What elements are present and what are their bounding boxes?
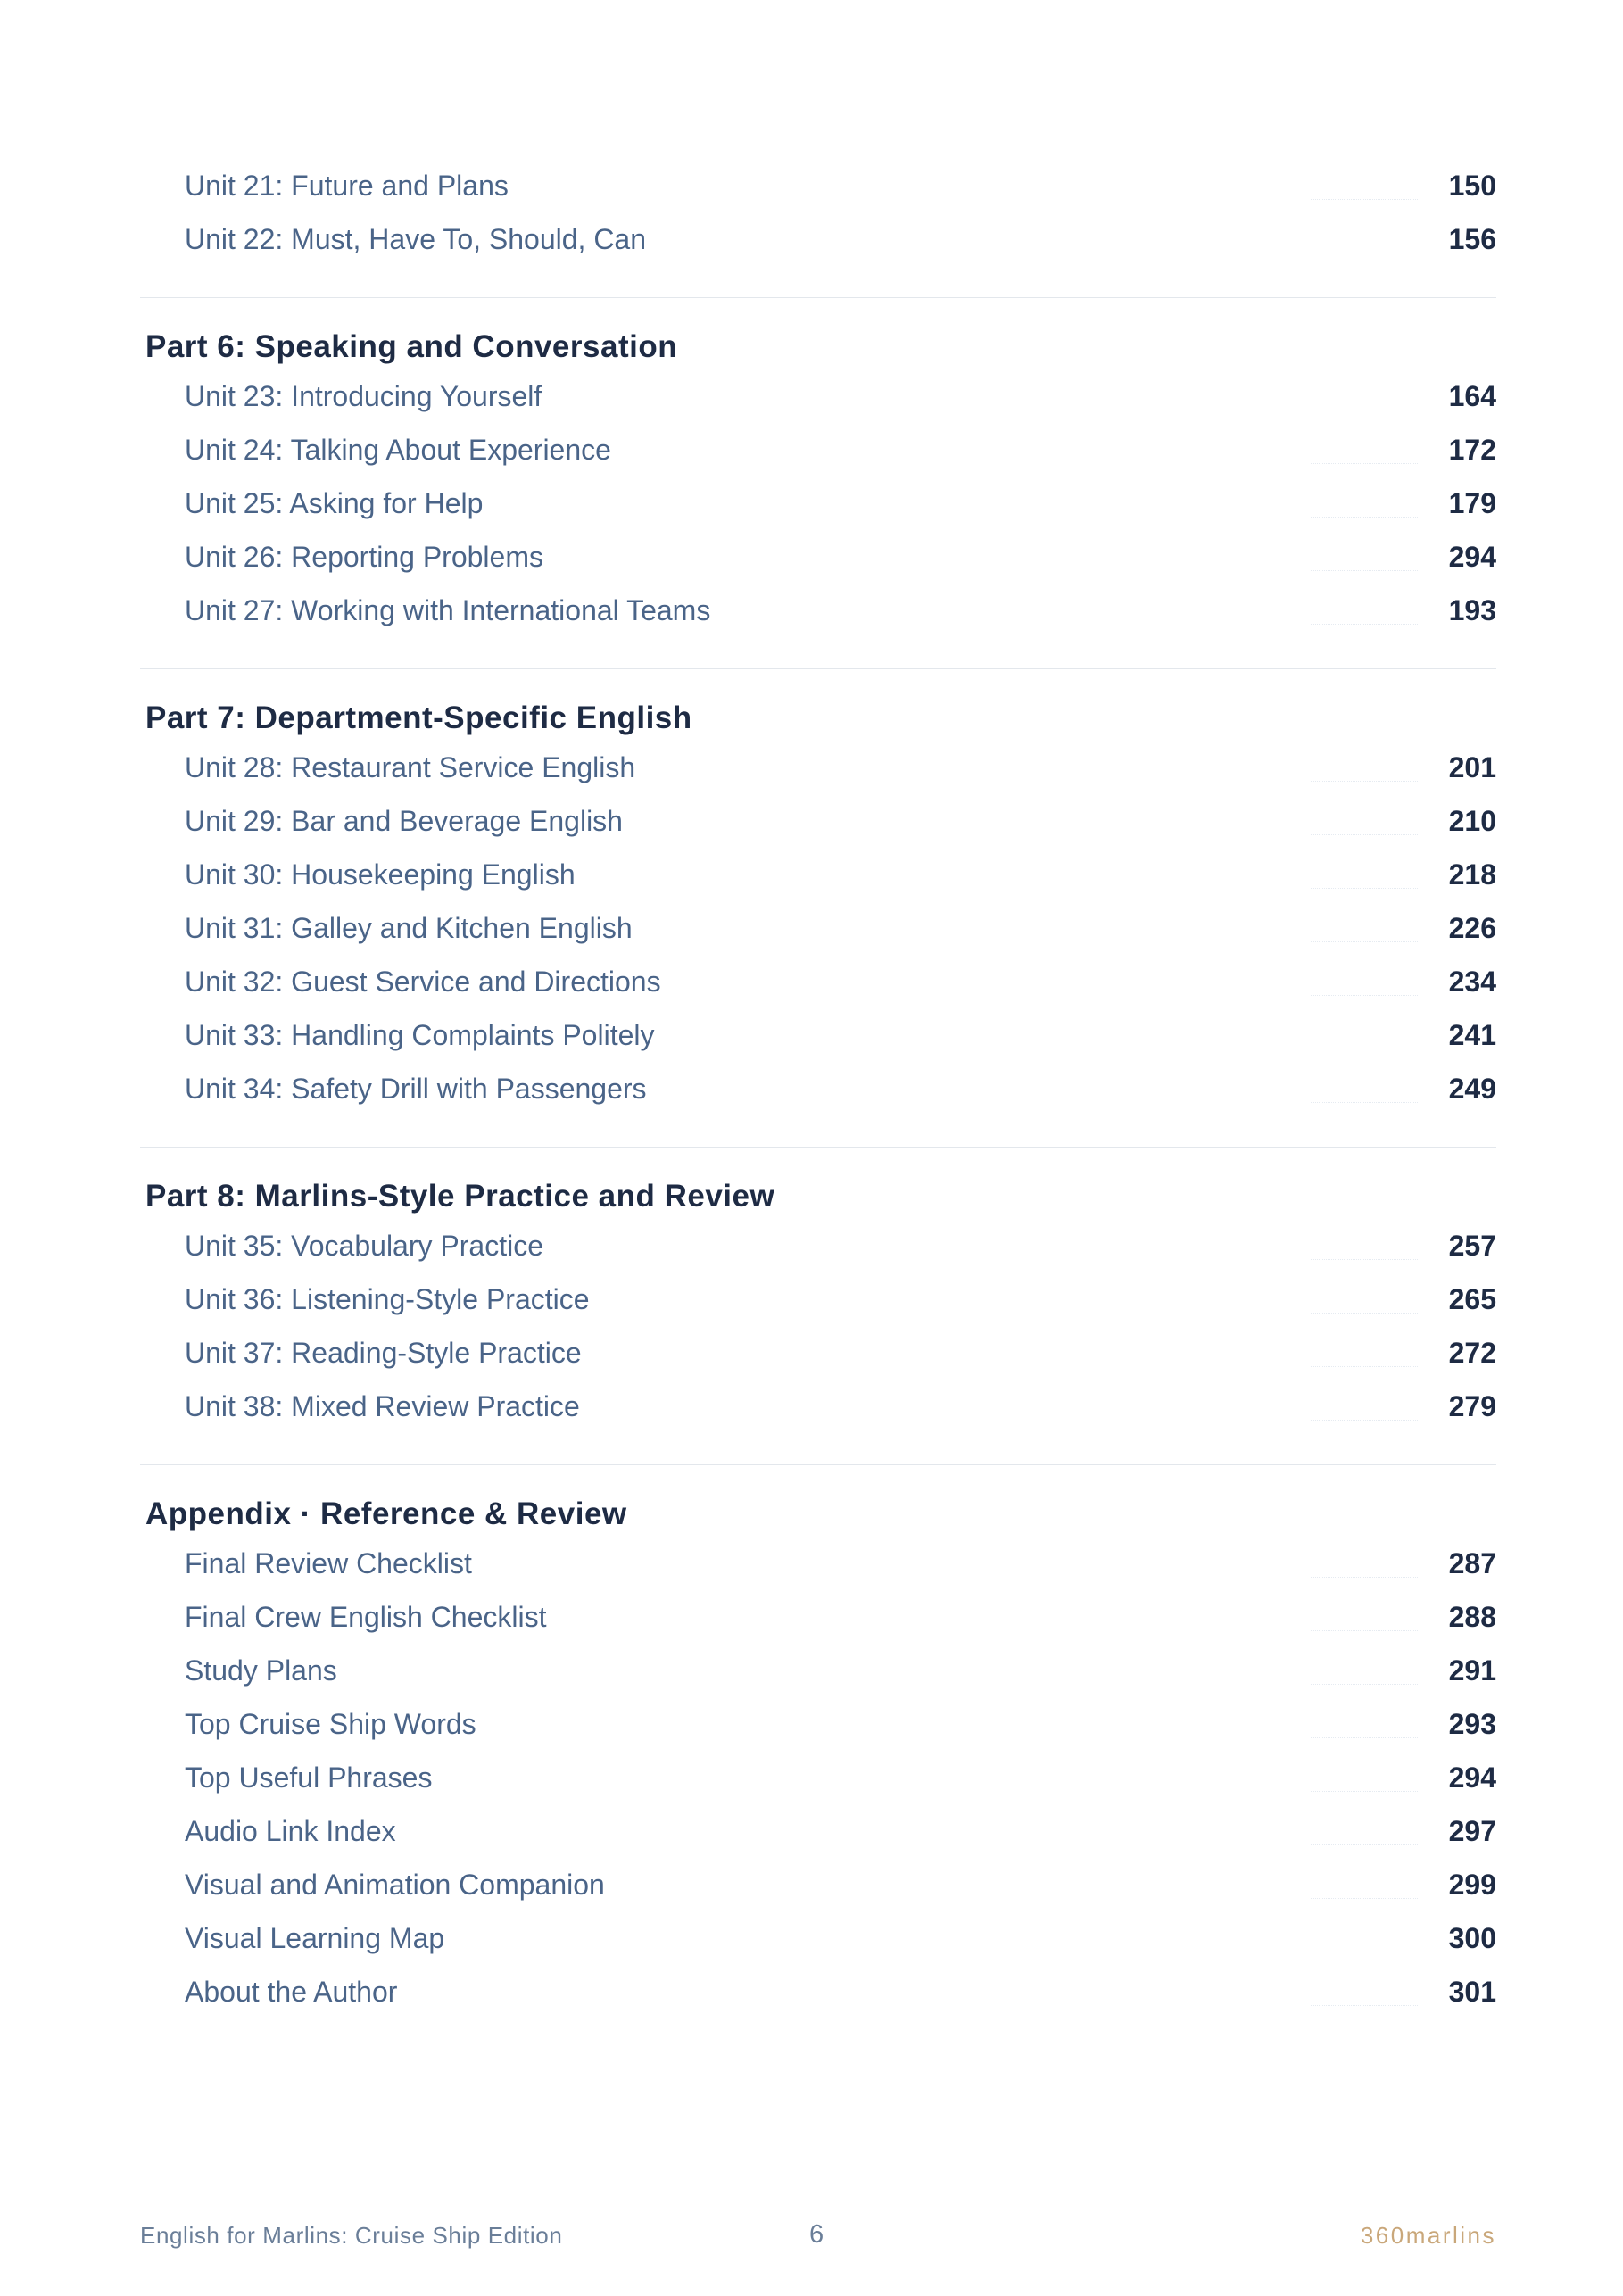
toc-entry-page-number: 156 xyxy=(1448,222,1496,255)
toc-entry-title: About the Author xyxy=(185,1975,398,2008)
toc-entry-title: Top Cruise Ship Words xyxy=(185,1707,476,1740)
toc-entry[interactable] xyxy=(140,1219,1496,1272)
toc-entry-page-number: 241 xyxy=(1448,1018,1496,1051)
toc-entry[interactable] xyxy=(140,1008,1496,1062)
section-heading[interactable]: Part 6: Speaking and Conversation xyxy=(145,329,678,364)
toc-dot-leader xyxy=(1311,995,1418,996)
toc-entry-title: Unit 22: Must, Have To, Should, Can xyxy=(185,222,647,255)
toc-entry-title: Unit 28: Restaurant Service English xyxy=(185,750,636,783)
toc-entry[interactable] xyxy=(140,584,1496,637)
footer-book-title: English for Marlins: Cruise Ship Edition xyxy=(140,2222,563,2249)
toc-entry[interactable] xyxy=(140,955,1496,1008)
toc-entry-page-number: 299 xyxy=(1448,1868,1496,1901)
toc-dot-leader xyxy=(1311,517,1418,518)
toc-entry-title: Unit 30: Housekeeping English xyxy=(185,858,576,891)
toc-entry-title: Visual and Animation Companion xyxy=(185,1868,605,1901)
toc-dot-leader xyxy=(1311,941,1418,942)
toc-entry-page-number: 226 xyxy=(1448,911,1496,944)
toc-entry-title: Unit 35: Vocabulary Practice xyxy=(185,1229,543,1262)
toc-entry-title: Unit 26: Reporting Problems xyxy=(185,540,543,573)
toc-entry-page-number: 291 xyxy=(1448,1654,1496,1687)
toc-entry-page-number: 218 xyxy=(1448,858,1496,891)
toc-entry-title: Final Crew English Checklist xyxy=(185,1600,547,1633)
toc-dot-leader xyxy=(1311,1898,1418,1899)
toc-entry[interactable] xyxy=(140,369,1496,423)
toc-entry-page-number: 257 xyxy=(1448,1229,1496,1262)
toc-entry-page-number: 287 xyxy=(1448,1546,1496,1579)
toc-entry[interactable] xyxy=(140,1062,1496,1115)
toc-entry-title: Unit 38: Mixed Review Practice xyxy=(185,1389,580,1422)
toc-entry[interactable] xyxy=(140,530,1496,584)
toc-entry-page-number: 210 xyxy=(1448,804,1496,837)
toc-entry-title: Unit 29: Bar and Beverage English xyxy=(185,804,623,837)
section-heading[interactable]: Part 8: Marlins-Style Practice and Review xyxy=(145,1179,775,1214)
toc-dot-leader xyxy=(1311,1684,1418,1685)
toc-entry[interactable] xyxy=(140,477,1496,530)
toc-entry-title: Audio Link Index xyxy=(185,1814,396,1847)
toc-entry-page-number: 301 xyxy=(1448,1975,1496,2008)
toc-entry-title: Study Plans xyxy=(185,1654,337,1687)
toc-entry[interactable] xyxy=(140,794,1496,848)
toc-entry-page-number: 249 xyxy=(1448,1072,1496,1105)
toc-entry-title: Unit 23: Introducing Yourself xyxy=(185,379,542,412)
toc-entry-page-number: 272 xyxy=(1448,1336,1496,1369)
toc-dot-leader xyxy=(1311,1630,1418,1631)
toc-entry-page-number: 300 xyxy=(1448,1921,1496,1954)
toc-dot-leader xyxy=(1311,1791,1418,1792)
toc-entry-title: Unit 34: Safety Drill with Passengers xyxy=(185,1072,647,1105)
toc-dot-leader xyxy=(1311,834,1418,835)
toc-entry-title: Unit 32: Guest Service and Directions xyxy=(185,965,661,998)
toc-entry-page-number: 179 xyxy=(1448,486,1496,519)
section-divider xyxy=(140,1147,1496,1148)
toc-entry-page-number: 201 xyxy=(1448,750,1496,783)
toc-entry-page-number: 172 xyxy=(1448,433,1496,466)
toc-entry[interactable] xyxy=(140,901,1496,955)
toc-entry[interactable] xyxy=(140,423,1496,477)
toc-dot-leader xyxy=(1311,2005,1418,2006)
toc-entry-title: Unit 36: Listening-Style Practice xyxy=(185,1282,590,1315)
footer-page-number: 6 xyxy=(809,2220,824,2249)
toc-entry[interactable] xyxy=(140,1590,1496,1644)
footer-brand: 360marlins xyxy=(1360,2222,1496,2249)
toc-entry-page-number: 288 xyxy=(1448,1600,1496,1633)
toc-dot-leader xyxy=(1311,1844,1418,1845)
toc-entry[interactable] xyxy=(140,741,1496,794)
toc-entry[interactable] xyxy=(140,1326,1496,1380)
toc-dot-leader xyxy=(1311,1577,1418,1578)
toc-entry[interactable] xyxy=(140,1537,1496,1590)
toc-dot-leader xyxy=(1311,199,1418,200)
toc-entry-page-number: 265 xyxy=(1448,1282,1496,1315)
toc-dot-leader xyxy=(1311,1313,1418,1314)
section-divider xyxy=(140,1464,1496,1465)
toc-entry-page-number: 294 xyxy=(1448,540,1496,573)
table-of-contents xyxy=(140,159,1496,2018)
toc-entry[interactable] xyxy=(140,1272,1496,1326)
toc-entry-title: Unit 37: Reading-Style Practice xyxy=(185,1336,582,1369)
section-heading[interactable]: Appendix · Reference & Review xyxy=(145,1496,627,1531)
section-divider xyxy=(140,297,1496,298)
toc-entry[interactable] xyxy=(140,1697,1496,1751)
toc-entry-page-number: 293 xyxy=(1448,1707,1496,1740)
toc-entry-title: Unit 31: Galley and Kitchen English xyxy=(185,911,633,944)
toc-dot-leader xyxy=(1311,1259,1418,1260)
toc-dot-leader xyxy=(1311,463,1418,464)
toc-entry[interactable] xyxy=(140,848,1496,901)
toc-entry-title: Unit 21: Future and Plans xyxy=(185,169,509,202)
toc-entry[interactable] xyxy=(140,212,1496,266)
toc-entry[interactable] xyxy=(140,1965,1496,2018)
toc-entry[interactable] xyxy=(140,1751,1496,1804)
toc-entry-page-number: 294 xyxy=(1448,1761,1496,1794)
section-divider xyxy=(140,668,1496,669)
toc-entry-page-number: 234 xyxy=(1448,965,1496,998)
page-footer xyxy=(140,2222,1496,2258)
toc-entry-page-number: 297 xyxy=(1448,1814,1496,1847)
toc-entry-title: Final Review Checklist xyxy=(185,1546,472,1579)
toc-dot-leader xyxy=(1311,888,1418,889)
toc-entry[interactable] xyxy=(140,159,1496,212)
toc-dot-leader xyxy=(1311,1420,1418,1421)
toc-entry[interactable] xyxy=(140,1911,1496,1965)
toc-entry[interactable] xyxy=(140,1644,1496,1697)
toc-dot-leader xyxy=(1311,1102,1418,1103)
toc-entry-title: Unit 24: Talking About Experience xyxy=(185,433,611,466)
toc-entry-title: Unit 33: Handling Complaints Politely xyxy=(185,1018,655,1051)
toc-entry-page-number: 279 xyxy=(1448,1389,1496,1422)
toc-dot-leader xyxy=(1311,1366,1418,1367)
toc-entry-title: Unit 27: Working with International Teams xyxy=(185,593,711,626)
toc-entry[interactable] xyxy=(140,1804,1496,1858)
toc-dot-leader xyxy=(1311,570,1418,571)
toc-entry-title: Top Useful Phrases xyxy=(185,1761,433,1794)
toc-entry-title: Unit 25: Asking for Help xyxy=(185,486,484,519)
toc-entry-title: Visual Learning Map xyxy=(185,1921,445,1954)
toc-dot-leader xyxy=(1311,781,1418,782)
toc-entry-page-number: 193 xyxy=(1448,593,1496,626)
section-heading[interactable]: Part 7: Department-Specific English xyxy=(145,700,692,735)
toc-dot-leader xyxy=(1311,1737,1418,1738)
toc-entry[interactable] xyxy=(140,1380,1496,1433)
toc-entry[interactable] xyxy=(140,1858,1496,1911)
toc-dot-leader xyxy=(1311,624,1418,625)
toc-entry-page-number: 150 xyxy=(1448,169,1496,202)
toc-entry-page-number: 164 xyxy=(1448,379,1496,412)
